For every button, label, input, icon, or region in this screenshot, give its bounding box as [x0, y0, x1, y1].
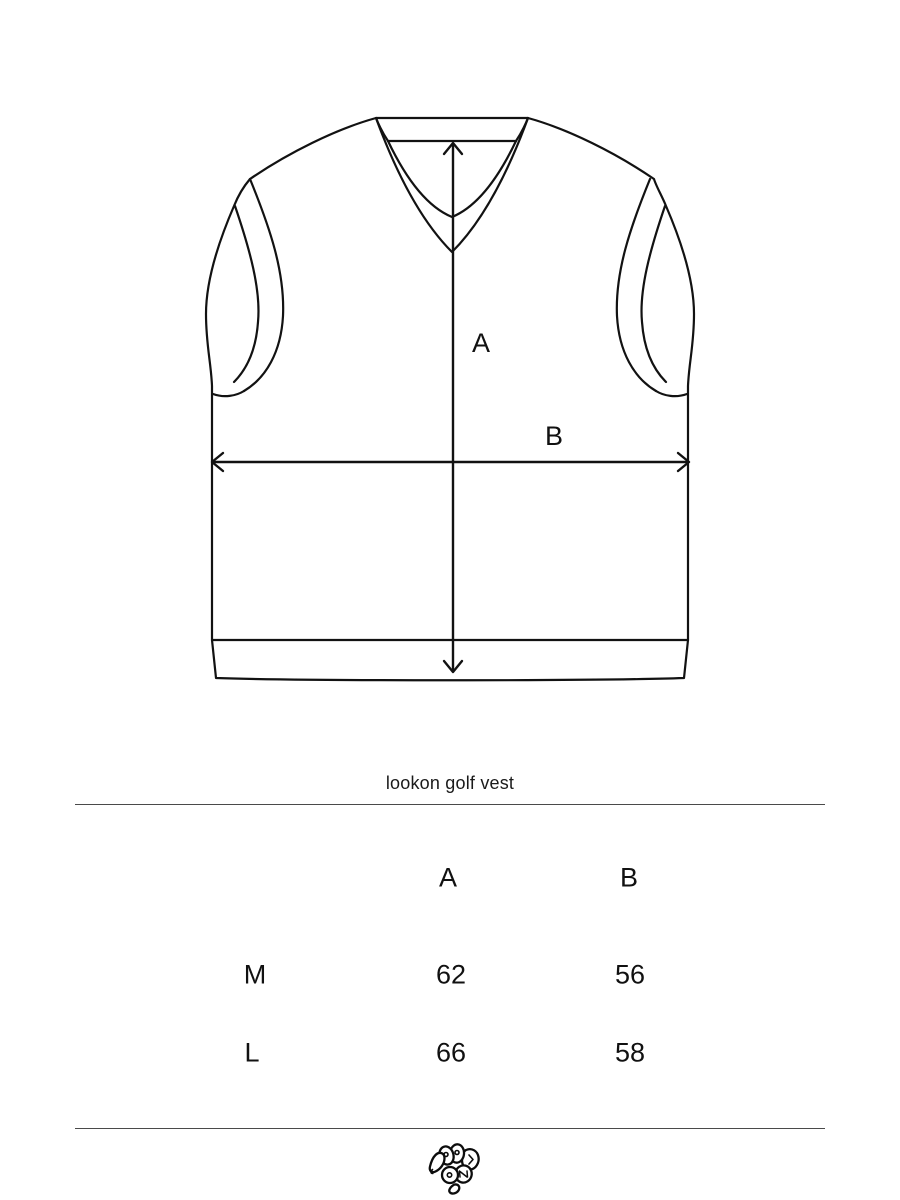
row-size-label: M: [243, 959, 267, 990]
row-value-a: 66: [435, 1037, 467, 1068]
row-size-label: L: [244, 1037, 260, 1068]
product-title: lookon golf vest: [385, 773, 515, 793]
row-value-b: 56: [614, 959, 646, 990]
measure-label-a: A: [471, 328, 491, 358]
row-value-a: 62: [435, 959, 467, 990]
column-header-b: B: [619, 862, 639, 893]
column-header-a: A: [438, 862, 458, 893]
lookon-logo-icon: [426, 1142, 484, 1196]
row-value-b: 58: [614, 1037, 646, 1068]
divider-top: [75, 804, 825, 805]
measure-label-b: B: [544, 421, 564, 451]
vest-outline: [206, 118, 694, 680]
divider-bottom: [75, 1128, 825, 1129]
brand-logo: [426, 1142, 484, 1196]
